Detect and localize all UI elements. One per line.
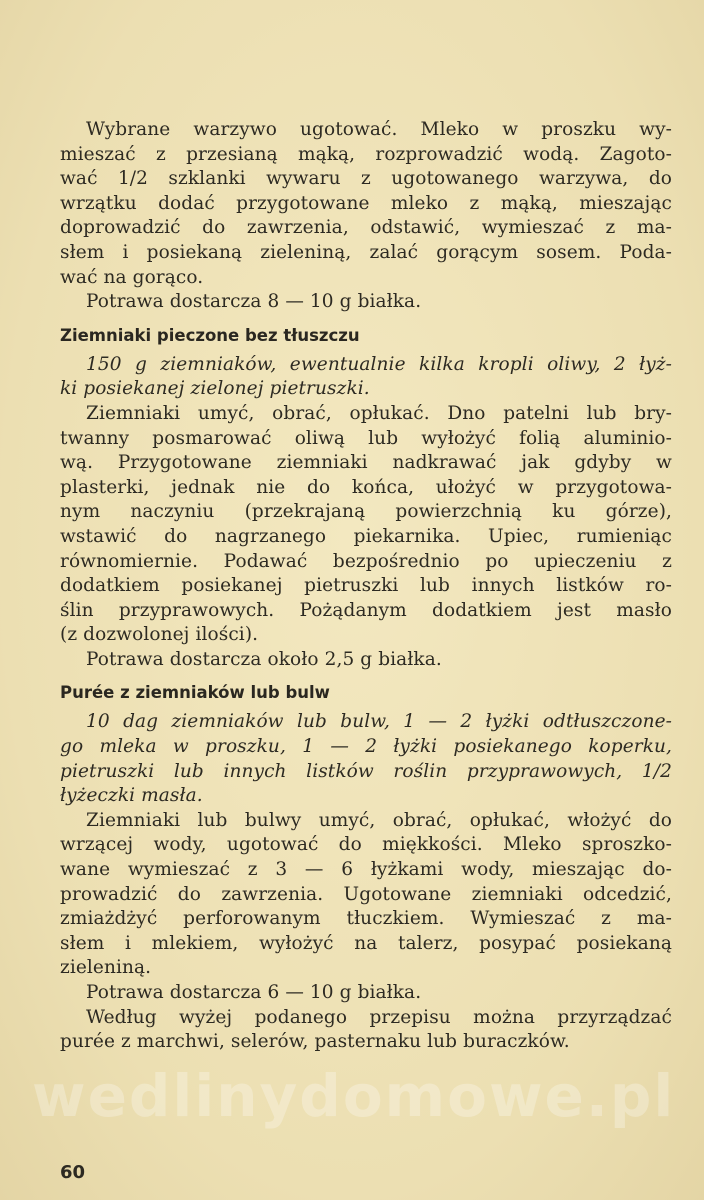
method-line: zieleniną. (60, 957, 152, 979)
note-line: purée z marchwi, selerów, pasternaku lub buraczków. (60, 1031, 570, 1053)
method-line: zmiażdżyć perforowanym tłuczkiem. Wymieszać z ma- (60, 908, 672, 930)
method-line: twanny posmarować oliwą lub wyłożyć folią aluminio- (60, 427, 672, 449)
method-line: plasterki, jednak nie do końca, ułożyć w przygotowa- (60, 476, 672, 498)
method-line: (z dozwolonej ilości). (60, 624, 259, 646)
text-line: słem i posiekaną zieleniną, zalać gorącym sosem. Poda- (60, 241, 672, 263)
recipe-puree (60, 682, 672, 1054)
text-line: wać 1/2 szklanki wywaru z ugotowanego warzywa, do (60, 168, 672, 190)
text-line: mieszać z przesianą mąką, rozprowadzić wodą. Zagoto- (60, 143, 672, 165)
method-line: prowadzić do zawrzenia. Ugotowane ziemniaki odcedzić, (60, 883, 672, 905)
method-line: ślin przyprawowych. Pożądanym dodatkiem jest masło (60, 599, 672, 621)
method-line: wane wymieszać z 3 — 6 łyżkami wody, mieszając do- (60, 859, 672, 881)
page-number: 60 (60, 1162, 86, 1183)
ingredients-line: ki posiekanej zielonej pietruszki. (60, 378, 370, 400)
method-line: wą. Przygotowane ziemniaki nadkrawać jak gdyby w (60, 452, 672, 474)
text-line: Wybrane warzywo ugotować. Mleko w proszku wy- (86, 119, 672, 140)
protein-note: Potrawa dostarcza 6 — 10 g białka. (86, 982, 422, 1003)
method-line: dodatkiem posiekanej pietruszki lub innych listków ro- (60, 575, 672, 597)
ingredients-line: łyżeczki masła. (60, 785, 203, 807)
method-line: wrzącej wody, ugotować do miękkości. Mleko sproszko- (60, 834, 672, 856)
text-line: wrzątku dodać przygotowane mleko z mąką, mieszając (60, 192, 672, 214)
method-line: Ziemniaki lub bulwy umyć, obrać, opłukać, włożyć do (86, 809, 672, 831)
method-line: równomiernie. Podawać bezpośrednio po upieczeniu z (60, 550, 672, 572)
ingredients-line: pietruszki lub innych listków roślin przyprawowych, 1/2 (60, 760, 672, 782)
protein-note: Potrawa dostarcza 8 — 10 g białka. (86, 291, 422, 313)
recipe-title: Purée z ziemniaków lub bulw (60, 683, 330, 703)
method-line: słem i mlekiem, wyłożyć na talerz, posypać posiekaną (60, 932, 672, 954)
watermark: wedlinydomowe.pl (32, 1062, 676, 1130)
method-line: nym naczyniu (przekrajaną powierzchnią ku górze), (60, 501, 672, 523)
ingredients-line: go mleka w proszku, 1 — 2 łyżki posiekanego koperku, (60, 736, 672, 758)
page-text (60, 118, 672, 1055)
ingredients-line: 10 dag ziemniaków lub bulw, 1 — 2 łyżki odtłuszczone- (86, 711, 672, 733)
method-line: Ziemniaki umyć, obrać, opłukać. Dno patelni lub bry- (86, 402, 672, 424)
method-line: wstawić do nagrzanego piekarnika. Upiec, rumieniąc (60, 525, 672, 547)
text-line: doprowadzić do zawrzenia, odstawić, wymieszać z ma- (60, 217, 672, 239)
ingredients-line: 150 g ziemniaków, ewentualnie kilka kropli oliwy, 2 łyż- (86, 353, 672, 375)
recipe-potatoes-baked (60, 325, 672, 673)
note-line: Według wyżej podanego przepisu można przyrządzać (86, 1006, 672, 1028)
paragraph-continuation (60, 118, 672, 315)
text-line: wać na gorąco. (60, 266, 204, 288)
protein-note: Potrawa dostarcza około 2,5 g białka. (86, 648, 442, 670)
recipe-title: Ziemniaki pieczone bez tłuszczu (60, 325, 360, 345)
